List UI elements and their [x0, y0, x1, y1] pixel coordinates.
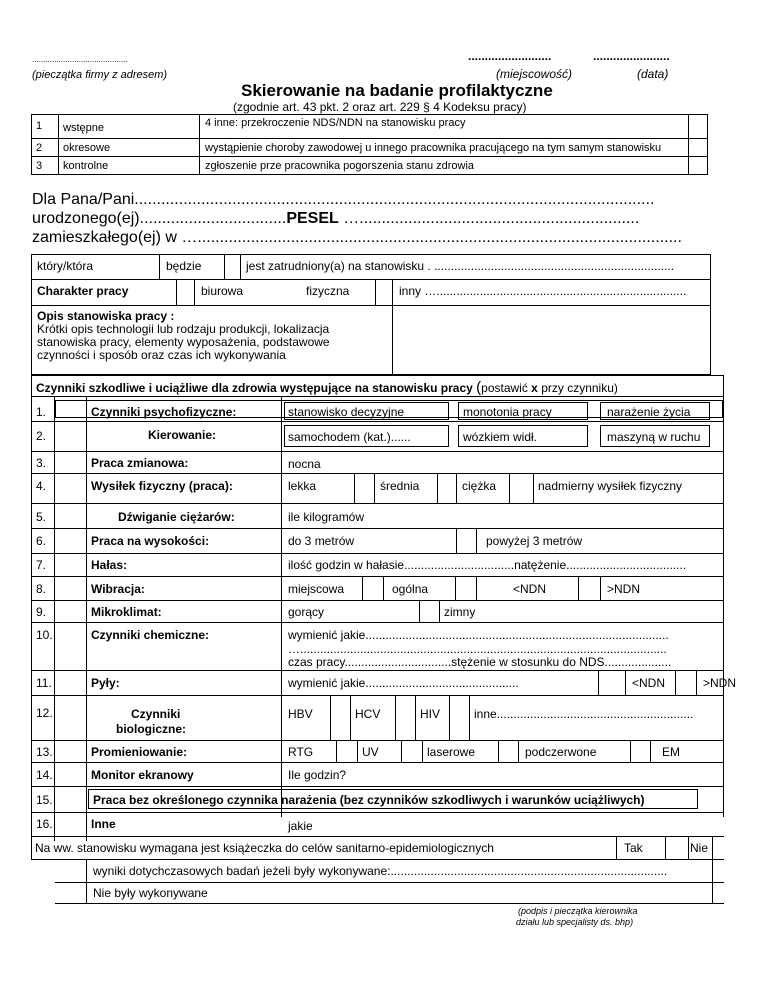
stamp-label: (pieczątka firmy z adresem): [32, 69, 168, 81]
chemicals-time-field[interactable]: czas pracy................................stężenie w stosunku do NDS....................: [288, 655, 672, 669]
factor-option[interactable]: laserowe: [427, 745, 476, 759]
factor-option[interactable]: samochodem (kat.)......: [288, 430, 411, 444]
factor-label: Dźwiganie ciężarów:: [118, 510, 235, 524]
factor-option[interactable]: ciężka: [462, 479, 497, 493]
factor-option[interactable]: <NDN: [513, 582, 547, 596]
recipient-line[interactable]: Dla Pana/Pani.....................................................................................................................: [32, 191, 655, 208]
factor-option[interactable]: RTG: [288, 745, 314, 759]
type-name[interactable]: wstępne: [63, 122, 104, 134]
position-field[interactable]: jest zatrudniony(a) na stanowisku . ........................................................................: [246, 259, 675, 273]
will-be-label[interactable]: będzie: [166, 259, 202, 273]
factor-num: 14.: [36, 768, 53, 782]
other-option[interactable]: inny …...........................................................................: [399, 284, 687, 298]
factor-label: Praca na wysokości:: [91, 534, 210, 548]
factor-label: Promieniowanie:: [91, 745, 188, 759]
description-line: czynności i sposób oraz czas ich wykonywania: [37, 348, 286, 362]
factor-label: Czynniki psychofizyczne:: [91, 405, 237, 419]
type-desc: zgłoszenie prze pracownika pogorszenia stanu zdrowia: [205, 160, 475, 172]
place-label: (miejscowość): [496, 67, 573, 81]
factor-option[interactable]: podczerwone: [525, 745, 597, 759]
description-line: Krótki opis technologii lub rodzaju produkcji, lokalizacja: [37, 322, 330, 336]
factor-option[interactable]: nadmierny wysiłek fizyczny: [538, 479, 683, 493]
factor-num: 9.: [36, 605, 47, 619]
factor-label: Monitor ekranowy: [91, 768, 194, 782]
factor-num: 10.: [36, 628, 53, 642]
type-name[interactable]: okresowe: [63, 142, 111, 154]
factor-option[interactable]: >NDN: [703, 676, 737, 690]
factor-label: Wibracja:: [91, 582, 145, 596]
stamp-dots: ...........................................: [32, 55, 128, 64]
factor-label: Czynniki: [131, 707, 181, 721]
factor-option[interactable]: średnia: [380, 479, 420, 493]
factor-num: 15.: [36, 793, 53, 807]
type-desc: wystąpienie choroby zawodowej u innego pracownika pracującego na tym samym stanowisku: [205, 142, 662, 154]
factor-label: Inne: [91, 817, 116, 831]
factor-num: 6.: [36, 534, 47, 548]
factor-num: 11.: [36, 676, 52, 690]
factor-option[interactable]: maszyną w ruchu: [607, 430, 701, 444]
signature-label: (podpis i pieczątka kierownika: [518, 906, 638, 916]
page-title: Skierowanie na badanie profilaktyczne: [241, 81, 553, 100]
factor-label[interactable]: Praca bez określonego czynnika narażenia (bez czynników szkodliwych i warunków uciążliwych): [93, 793, 645, 807]
factor-option[interactable]: wózkiem widł.: [463, 430, 538, 444]
booklet-yes[interactable]: Tak: [624, 841, 643, 855]
factor-option[interactable]: miejscowa: [288, 582, 345, 596]
factor-option[interactable]: inne...........................................................: [474, 707, 694, 721]
type-num: 1: [36, 120, 43, 132]
dust-field[interactable]: wymienić jakie..............................................: [288, 676, 519, 690]
factor-num: 13.: [36, 745, 53, 759]
office-option[interactable]: biurowa: [201, 284, 244, 298]
date-label: (data): [637, 67, 669, 81]
factor-option[interactable]: stanowisko decyzyjne: [288, 405, 405, 419]
factor-label: Kierowanie:: [148, 428, 217, 442]
type-name[interactable]: kontrolne: [63, 160, 109, 172]
type-desc: 4 inne: przekroczenie NDS/NDN na stanowisku pracy: [205, 117, 466, 129]
factor-option[interactable]: HCV: [355, 707, 381, 721]
type-num: 2: [36, 142, 43, 154]
factor-option[interactable]: >NDN: [607, 582, 641, 596]
factor-option[interactable]: powyżej 3 metrów: [486, 534, 583, 548]
factor-option[interactable]: nocna: [288, 457, 321, 471]
factor-label: Wysiłek fizyczny (praca):: [91, 479, 233, 493]
factor-label: biologiczne:: [116, 722, 186, 736]
factor-num: 12.: [36, 706, 53, 720]
factor-option[interactable]: HBV: [288, 707, 313, 721]
chemicals-field[interactable]: …..............................................................................................................: [288, 642, 667, 656]
factor-option[interactable]: zimny: [444, 605, 476, 619]
factor-label: Pyły:: [91, 676, 120, 690]
factor-option[interactable]: ile kilogramów: [288, 510, 365, 524]
factor-label: Czynniki chemiczne:: [91, 628, 210, 642]
booklet-no[interactable]: Nie: [690, 841, 709, 855]
not-done-option[interactable]: Nie były wykonywane: [93, 886, 208, 900]
factor-option[interactable]: ogólna: [392, 582, 429, 596]
page-subtitle: (zgodnie art. 43 pkt. 2 oraz art. 229 § 4 Kodeksu pracy): [233, 100, 527, 114]
booklet-question: Na ww. stanowisku wymagana jest książeczka do celów sanitarno-epidemiologicznych: [35, 841, 494, 855]
factor-label: Hałas:: [91, 558, 128, 572]
place-dots[interactable]: .........................: [468, 49, 552, 63]
physical-option[interactable]: fizyczna: [306, 284, 350, 298]
factor-num: 5.: [36, 510, 47, 524]
factor-label: Praca zmianowa:: [91, 456, 189, 470]
other-factor-field[interactable]: jakie: [288, 819, 313, 833]
factor-num: 2.: [36, 429, 47, 443]
factor-option[interactable]: monotonia pracy: [463, 405, 552, 419]
factor-num: 1.: [36, 405, 47, 419]
factor-option[interactable]: UV: [362, 745, 379, 759]
date-dots[interactable]: .......................: [593, 49, 670, 63]
who-label[interactable]: który/która: [37, 259, 94, 273]
previous-results-field[interactable]: wyniki dotychczasowych badań jeżeli były wykonywane:...................................................................................: [93, 864, 668, 878]
signature-label: działu lub specjalisty ds. bhp): [516, 917, 634, 927]
description-title: Opis stanowiska pracy :: [37, 309, 175, 323]
factor-num: 16.: [36, 817, 53, 831]
factor-option[interactable]: gorący: [288, 605, 325, 619]
factor-num: 7.: [36, 558, 47, 572]
factor-option[interactable]: ilość godzin w hałasie.................................natężenie....................................: [288, 558, 687, 572]
factor-num: 8.: [36, 582, 47, 596]
birth-line[interactable]: urodzonego(ej).................................PESEL …...............................................................: [32, 210, 640, 227]
factor-num: 3.: [36, 456, 47, 470]
address-line[interactable]: zamieszkałego(ej) w ….............................................................................................................: [32, 229, 682, 246]
factor-label: Mikroklimat:: [91, 605, 162, 619]
factor-option[interactable]: do 3 metrów: [288, 534, 355, 548]
factor-option[interactable]: <NDN: [632, 676, 666, 690]
factor-option[interactable]: lekka: [288, 479, 317, 493]
factor-num: 4.: [36, 479, 47, 493]
type-num: 3: [36, 160, 43, 172]
monitor-hours-field[interactable]: Ile godzin?: [288, 768, 347, 782]
description-line: stanowiska pracy, elementy wyposażenia, podstawowe: [37, 335, 330, 349]
factor-option[interactable]: narażenie życia: [607, 405, 691, 419]
chemicals-field[interactable]: wymienić jakie...........................................................................................: [288, 628, 669, 642]
work-character-label: Charakter pracy: [37, 284, 129, 298]
pesel-label: PESEL: [286, 210, 339, 227]
factor-option[interactable]: EM: [662, 745, 680, 759]
factor-option[interactable]: HIV: [420, 707, 441, 721]
